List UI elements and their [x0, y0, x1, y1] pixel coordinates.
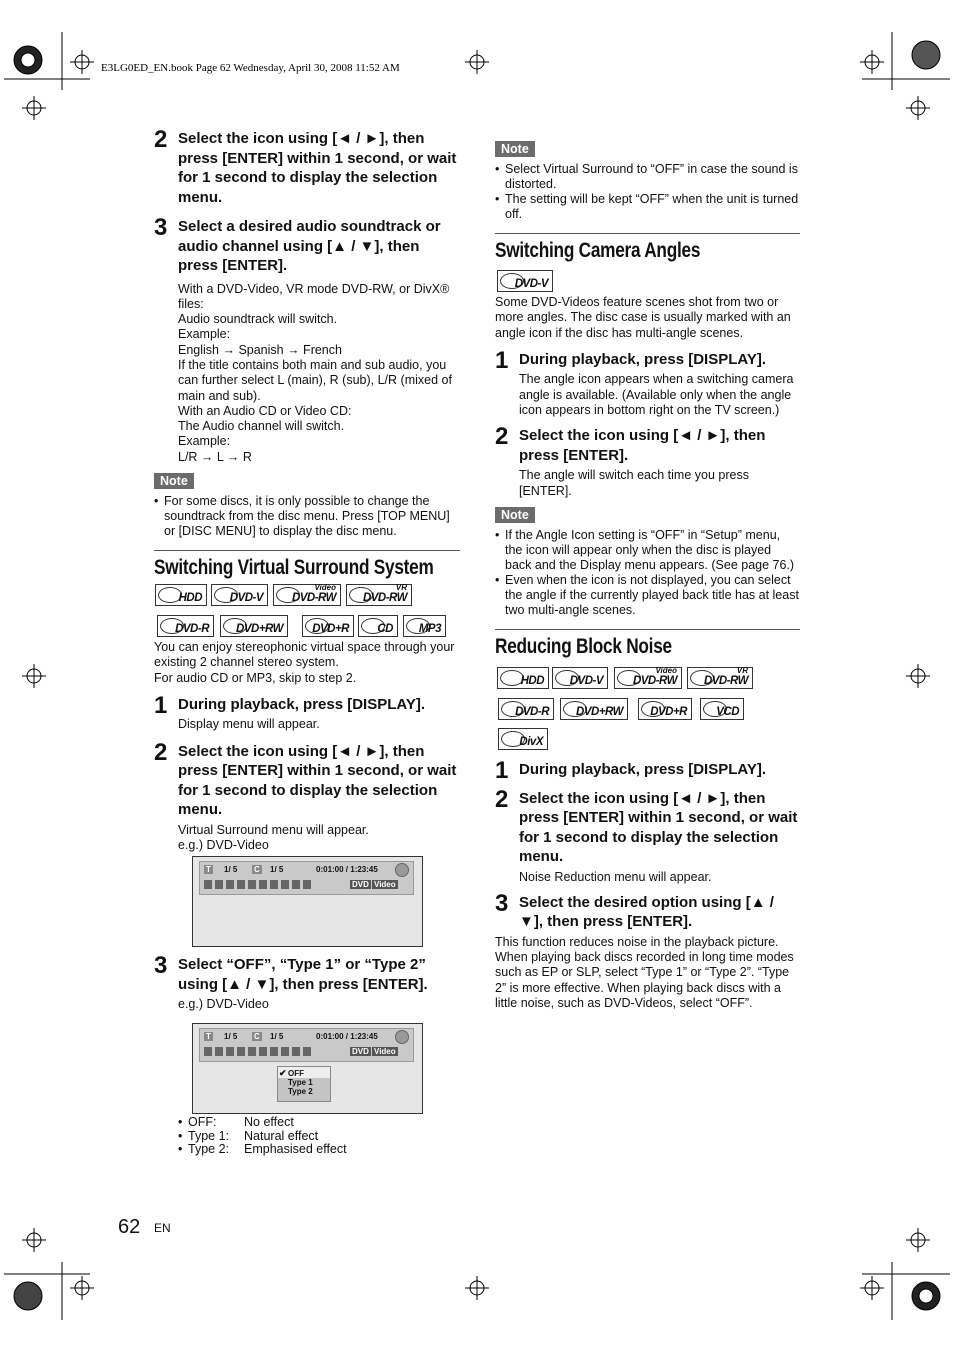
- title-indicator: T: [206, 865, 211, 874]
- step-number: 1: [495, 757, 509, 784]
- badge-dvd-plus-rw: DVD+RW: [220, 615, 288, 637]
- note-label: Note: [154, 473, 194, 489]
- title-count: 1/ 5: [224, 1032, 238, 1041]
- title-indicator: T: [206, 1032, 211, 1041]
- badge-dvd-r: DVD-R: [498, 698, 554, 720]
- intro-text: Some DVD-Videos feature scenes shot from two or more angles. The disc case is usually marked with an angle icon if the disc has multi-angle scenes.: [495, 295, 791, 340]
- menu-option-type1[interactable]: Type 1: [288, 1078, 313, 1087]
- title-count: 1/ 5: [224, 865, 238, 874]
- detail-line: With an Audio CD or Video CD:: [178, 403, 352, 418]
- badge-hdd: HDD: [155, 584, 207, 606]
- disc-badges: [154, 582, 460, 642]
- note-item: • Even when the icon is not displayed, you can select the angle if the currently played back title has at least two multi-angle scenes.: [495, 573, 800, 618]
- step-text: Select the icon using [◄ / ►], then press [ENTER].: [519, 427, 766, 464]
- step-number: 2: [495, 423, 509, 451]
- step-2: [154, 126, 460, 207]
- osd-screenshot-2: [192, 1023, 423, 1114]
- menu-option-type2[interactable]: Type 2: [288, 1087, 313, 1096]
- step-1-detail: Display menu will appear.: [178, 717, 320, 732]
- step-text: Select the icon using [◄ / ►], then press [ENTER] within 1 second, or wait for 1 second to display the selection menu.: [519, 789, 798, 865]
- disc-icon: [395, 863, 409, 877]
- check-icon: ✔: [279, 1068, 287, 1078]
- badge-dvd-plus-rw: DVD+RW: [560, 698, 628, 720]
- step-3-block: [154, 952, 460, 1012]
- note-item: • For some discs, it is only possible to change the soundtrack from the disc menu. Press [TOP MENU] or [DISC MENU] to display the disc menu.: [154, 494, 460, 539]
- step-text: Select the desired option using [▲ / ▼], then press [ENTER].: [519, 893, 774, 931]
- step-3-details: [154, 282, 460, 466]
- badge-dvd-v: DVD-V: [497, 270, 553, 292]
- section-title: Reducing Block Noise: [495, 634, 672, 658]
- detail-line: If the title contains both main and sub audio, you can further select L (main), R (sub), L/R (mixed of main and sub).: [178, 357, 452, 403]
- time-readout: 0:01:00 / 1:23:45: [316, 1032, 378, 1041]
- osd-bar: [199, 1028, 414, 1062]
- intro-text: You can enjoy stereophonic virtual space through your existing 2 channel stereo system.: [154, 640, 455, 670]
- badge-dvd-v: DVD-V: [552, 667, 608, 689]
- detail-line: e.g.) DVD-Video: [178, 837, 269, 852]
- step-text: During playback, press [DISPLAY].: [519, 350, 767, 368]
- chapter-count: 1/ 5: [270, 1032, 284, 1041]
- step-2: [154, 738, 460, 820]
- dvd-tag: DVD: [352, 880, 369, 889]
- section-title: Switching Camera Angles: [495, 239, 701, 262]
- step-number: 2: [495, 785, 509, 813]
- step-3: [154, 952, 460, 994]
- step-2-detail: [154, 823, 460, 854]
- menu-option-off[interactable]: OFF: [278, 1067, 330, 1078]
- block-noise-content: [495, 757, 800, 1011]
- chapter-count: 1/ 5: [270, 865, 284, 874]
- step-1: [495, 346, 800, 374]
- step-text: During playback, press [DISPLAY].: [519, 761, 767, 778]
- badge-dvd-rw-video: Video DVD-RW: [614, 667, 682, 689]
- step-text: Select “OFF”, “Type 1” or “Type 2” using [▲ / ▼], then press [ENTER].: [178, 956, 428, 993]
- step-text: Select the icon using [◄ / ►], then press [ENTER] within 1 second, or wait for 1 second to display the selection menu.: [178, 130, 457, 206]
- detail-line: The Audio channel will switch.: [178, 419, 345, 434]
- step-3: [495, 889, 800, 932]
- legend-value: Emphasised effect: [244, 1142, 347, 1156]
- detail-line: English → Spanish → French: [178, 342, 342, 357]
- badge-cd: CD: [358, 615, 398, 637]
- badge-dvd-plus-r: DVD+R: [638, 698, 692, 720]
- page-number: 62: [118, 1216, 141, 1238]
- detail-line: With a DVD-Video, VR mode DVD-RW, or DivX® files:: [178, 281, 450, 311]
- intro-text-2: For audio CD or MP3, skip to step 2.: [154, 670, 357, 685]
- step-number: 3: [495, 889, 509, 917]
- legend-value: No effect: [244, 1115, 294, 1129]
- badge-vcd: VCD: [700, 698, 744, 720]
- note-block: [495, 506, 800, 618]
- detail-line: Example:: [178, 434, 231, 449]
- disc-icon: [395, 1030, 409, 1044]
- note-label: Note: [495, 141, 535, 157]
- legend-key: OFF:: [188, 1115, 217, 1129]
- step-2-detail: Noise Reduction menu will appear.: [519, 869, 712, 884]
- chapter-indicator: C: [254, 1032, 260, 1041]
- badge-divx: DivX: [498, 728, 548, 750]
- step-text: During playback, press [DISPLAY].: [178, 695, 426, 713]
- detail-line: Audio soundtrack will switch.: [178, 312, 338, 327]
- badge-dvd-plus-r: DVD+R: [302, 615, 354, 637]
- video-tag: Video: [374, 1047, 396, 1056]
- step-number: 1: [154, 691, 168, 719]
- menu-icons-strip: [204, 1047, 314, 1056]
- detail-line: Virtual Surround menu will appear.: [178, 822, 369, 837]
- language-code: EN: [154, 1221, 171, 1235]
- step-number: 2: [154, 738, 168, 766]
- step-2: [495, 785, 800, 867]
- badge-hdd: HDD: [497, 667, 549, 689]
- step-text: Select a desired audio soundtrack or audio channel using [▲ / ▼], then press [ENTER].: [178, 218, 441, 274]
- section-divider: [495, 233, 800, 234]
- step-3: [154, 214, 460, 276]
- badge-dvd-r: DVD-R: [157, 615, 214, 637]
- detail-line: L/R → L → R: [178, 449, 252, 464]
- badge-dvd-v: DVD-V: [211, 584, 268, 606]
- detail-line: Example:: [178, 327, 231, 342]
- step-2: [495, 423, 800, 465]
- surround-menu[interactable]: [277, 1066, 331, 1102]
- badge-mp3: MP3: [403, 615, 446, 637]
- left-column: [154, 126, 460, 580]
- camera-angles-content: [495, 295, 800, 659]
- section-divider: [154, 550, 460, 551]
- step-number: 3: [154, 214, 168, 241]
- step-1-detail: The angle icon appears when a switching camera angle is available. (Available only when the angle icon appears in bottom right on the TV screen.): [519, 372, 794, 417]
- disc-badges: [495, 665, 800, 753]
- effect-legend: [178, 1116, 458, 1157]
- legend-key: Type 2:: [188, 1142, 229, 1156]
- step-number: 2: [154, 126, 168, 153]
- description-text: This function reduces noise in the playback picture. When playing back discs recorded in long time modes such as EP or SLP, select “Type 1” or “Type 2”. “Type 2” is more effective. When playing back discs with a little noise, such as DVD-Videos, select “OFF”.: [495, 934, 794, 1010]
- osd-bar: [199, 861, 414, 895]
- time-readout: 0:01:00 / 1:23:45: [316, 865, 378, 874]
- virtual-surround-content: [154, 640, 460, 853]
- note-item: • The setting will be kept “OFF” when the unit is turned off.: [495, 192, 800, 222]
- section-title: Switching Virtual Surround System: [154, 556, 434, 580]
- video-tag: Video: [374, 880, 396, 889]
- legend-key: Type 1:: [188, 1128, 229, 1143]
- step-number: 3: [154, 952, 168, 979]
- step-3-detail: e.g.) DVD-Video: [178, 997, 269, 1011]
- step-text: Select the icon using [◄ / ►], then press [ENTER] within 1 second, or wait for 1 second to display the selection menu.: [178, 742, 457, 819]
- chapter-indicator: C: [254, 865, 260, 874]
- badge-dvd-rw-video: Video DVD-RW: [273, 584, 341, 606]
- legend-value: Natural effect: [244, 1128, 319, 1143]
- badge-dvd-rw-vr: VR DVD-RW: [687, 667, 753, 689]
- step-1: [154, 691, 460, 719]
- osd-screenshot-1: [192, 856, 423, 947]
- note-item: • If the Angle Icon setting is “OFF” in “Setup” menu, the icon will appear only when the disc is played back and the Display menu appears. (See page 76.): [495, 528, 800, 573]
- step-2-detail: The angle will switch each time you press [ENTER].: [519, 468, 749, 498]
- right-column-top: [495, 140, 800, 263]
- file-header: E3LG0ED_EN.book Page 62 Wednesday, April 30, 2008 11:52 AM: [101, 62, 400, 74]
- section-divider: [495, 629, 800, 630]
- note-item: • Select Virtual Surround to “OFF” in case the sound is distorted.: [495, 162, 800, 192]
- note-block: [154, 472, 460, 539]
- step-number: 1: [495, 346, 509, 374]
- dvd-tag: DVD: [352, 1047, 369, 1056]
- note-label: Note: [495, 507, 535, 523]
- step-1: [495, 757, 800, 784]
- menu-icons-strip: [204, 880, 314, 889]
- badge-dvd-rw-vr: VR DVD-RW: [346, 584, 412, 606]
